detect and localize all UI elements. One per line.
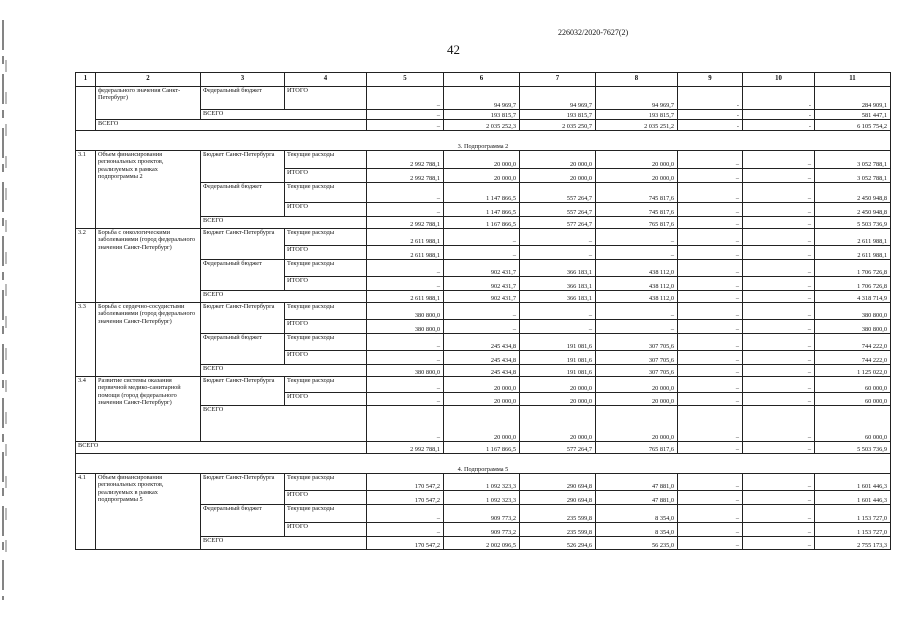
value-cell: 94 969,7 <box>596 87 678 110</box>
value-cell: 245 434,8 <box>444 334 520 351</box>
value-cell: – <box>743 291 815 303</box>
value-cell: 380 800,0 <box>367 303 444 320</box>
value-cell: 20 000,0 <box>596 169 678 183</box>
value-cell: – <box>678 277 743 291</box>
value-cell: – <box>367 377 444 393</box>
value-cell: 1 706 726,8 <box>815 277 891 291</box>
table-row <box>76 120 891 131</box>
value-cell: – <box>743 334 815 351</box>
value-cell: – <box>678 442 743 454</box>
value-cell: 577 264,7 <box>520 442 596 454</box>
row-label: ИТОГО <box>285 87 367 110</box>
value-cell: 765 817,6 <box>596 442 678 454</box>
value-cell: – <box>743 406 815 442</box>
value-cell: 902 431,7 <box>444 260 520 277</box>
column-header: 5 <box>367 73 444 87</box>
value-cell: 2 992 788,1 <box>367 169 444 183</box>
value-cell: 1 167 866,5 <box>444 442 520 454</box>
value-cell: 1 092 323,3 <box>444 474 520 491</box>
row-label: ВСЕГО <box>201 406 367 442</box>
value-cell: 307 705,6 <box>596 351 678 365</box>
item-number: 3.1 <box>76 151 96 229</box>
row-label: ИТОГО <box>285 523 367 537</box>
value-cell: – <box>367 87 444 110</box>
value-cell: 20 000,0 <box>444 406 520 442</box>
value-cell: 1 153 727,0 <box>815 523 891 537</box>
item-name: Развитие системы оказания первичной медико-санитарной помощи (город федерального значения Санкт-Петербург) <box>96 377 201 442</box>
budget-source: Бюджет Санкт-Петербурга <box>201 303 285 334</box>
value-cell: 2 450 948,8 <box>815 203 891 217</box>
budget-source: Бюджет Санкт-Петербурга <box>201 377 285 406</box>
budget-source: Федеральный бюджет <box>201 260 285 291</box>
value-cell: 20 000,0 <box>596 406 678 442</box>
value-cell: 2 992 788,1 <box>367 151 444 169</box>
row-label: ИТОГО <box>285 320 367 334</box>
value-cell: - <box>743 120 815 131</box>
value-cell: 191 081,6 <box>520 365 596 377</box>
value-cell: 60 000,0 <box>815 393 891 406</box>
budget-source: Бюджет Санкт-Петербурга <box>201 229 285 260</box>
value-cell: 47 881,0 <box>596 491 678 505</box>
value-cell: 20 000,0 <box>596 393 678 406</box>
value-cell: – <box>367 406 444 442</box>
binding-marks <box>0 0 12 640</box>
value-cell: – <box>367 334 444 351</box>
table-row <box>76 442 891 454</box>
item-number: 3.2 <box>76 229 96 303</box>
column-header: 11 <box>815 73 891 87</box>
value-cell: – <box>678 260 743 277</box>
value-cell: 193 815,7 <box>596 110 678 120</box>
value-cell: 170 547,2 <box>367 537 444 550</box>
value-cell: 2 035 251,2 <box>596 120 678 131</box>
value-cell: 20 000,0 <box>596 151 678 169</box>
table-row <box>76 454 891 474</box>
value-cell: – <box>743 505 815 523</box>
value-cell: – <box>743 537 815 550</box>
value-cell: 1 153 727,0 <box>815 505 891 523</box>
value-cell: 1 147 866,5 <box>444 183 520 203</box>
value-cell: 909 773,2 <box>444 505 520 523</box>
value-cell: 557 264,7 <box>520 203 596 217</box>
value-cell: 366 183,1 <box>520 260 596 277</box>
value-cell: 2 035 250,7 <box>520 120 596 131</box>
value-cell: 3 052 788,1 <box>815 151 891 169</box>
value-cell: – <box>367 351 444 365</box>
row-label: ВСЕГО <box>201 537 367 550</box>
value-cell: – <box>678 183 743 203</box>
value-cell: 284 909,1 <box>815 87 891 110</box>
value-cell: - <box>678 87 743 110</box>
value-cell: 20 000,0 <box>520 406 596 442</box>
value-cell: – <box>520 320 596 334</box>
column-header: 10 <box>743 73 815 87</box>
row-label: ИТОГО <box>285 169 367 183</box>
value-cell: 902 431,7 <box>444 277 520 291</box>
value-cell: – <box>678 491 743 505</box>
value-cell: 290 694,8 <box>520 474 596 491</box>
value-cell: 290 694,8 <box>520 491 596 505</box>
value-cell: – <box>743 229 815 246</box>
value-cell: – <box>520 246 596 260</box>
value-cell: – <box>444 229 520 246</box>
value-cell: – <box>367 523 444 537</box>
item-number: 3.3 <box>76 303 96 377</box>
value-cell: – <box>678 151 743 169</box>
budget-source: Бюджет Санкт-Петербурга <box>201 151 285 183</box>
value-cell: 2 450 948,8 <box>815 183 891 203</box>
value-cell: 191 081,6 <box>520 334 596 351</box>
value-cell: 170 547,2 <box>367 491 444 505</box>
value-cell: 2 992 788,1 <box>367 442 444 454</box>
table-row <box>76 131 891 151</box>
column-header: 7 <box>520 73 596 87</box>
value-cell: 235 599,8 <box>520 523 596 537</box>
row-label: ВСЕГО <box>76 442 367 454</box>
value-cell: 56 235,0 <box>596 537 678 550</box>
row-label: ВСЕГО <box>201 110 367 120</box>
value-cell: – <box>743 203 815 217</box>
value-cell: – <box>367 120 444 131</box>
column-header: 2 <box>96 73 201 87</box>
value-cell: 47 881,0 <box>596 474 678 491</box>
value-cell: – <box>678 169 743 183</box>
value-cell: 1 092 323,3 <box>444 491 520 505</box>
value-cell: – <box>743 246 815 260</box>
value-cell: - <box>743 110 815 120</box>
value-cell: 581 447,1 <box>815 110 891 120</box>
value-cell: 1 167 866,5 <box>444 217 520 229</box>
value-cell: 438 112,0 <box>596 277 678 291</box>
value-cell: – <box>678 377 743 393</box>
value-cell: – <box>678 303 743 320</box>
value-cell: - <box>743 87 815 110</box>
value-cell: - <box>678 120 743 131</box>
item-name: Объем финансирования региональных проектов, реализуемых в рамках подпрограммы 5 <box>96 474 201 550</box>
value-cell: 577 264,7 <box>520 217 596 229</box>
value-cell: 1 125 022,0 <box>815 365 891 377</box>
row-label: ВСЕГО <box>201 291 367 303</box>
budget-source: Федеральный бюджет <box>201 505 285 537</box>
value-cell: – <box>520 303 596 320</box>
value-cell: - <box>678 110 743 120</box>
value-cell: 307 705,6 <box>596 365 678 377</box>
value-cell: – <box>444 246 520 260</box>
value-cell: – <box>678 505 743 523</box>
value-cell: – <box>367 203 444 217</box>
document-number: 226032/2020-7627(2) <box>558 28 629 37</box>
value-cell: 526 294,6 <box>520 537 596 550</box>
value-cell: 8 354,0 <box>596 505 678 523</box>
value-cell: – <box>367 277 444 291</box>
value-cell: – <box>743 303 815 320</box>
value-cell: 245 434,8 <box>444 365 520 377</box>
value-cell: – <box>367 110 444 120</box>
item-number: 3.4 <box>76 377 96 442</box>
value-cell: 307 705,6 <box>596 334 678 351</box>
value-cell: 193 815,7 <box>444 110 520 120</box>
value-cell: – <box>743 474 815 491</box>
value-cell: 245 434,8 <box>444 351 520 365</box>
value-cell: – <box>678 474 743 491</box>
value-cell: 193 815,7 <box>520 110 596 120</box>
value-cell: 4 318 714,9 <box>815 291 891 303</box>
row-label: Текущие расходы <box>285 303 367 320</box>
row-label: ИТОГО <box>285 246 367 260</box>
value-cell: 2 035 252,3 <box>444 120 520 131</box>
table-row <box>76 87 891 110</box>
page-number: 42 <box>447 42 460 57</box>
value-cell: 744 222,0 <box>815 334 891 351</box>
value-cell: 20 000,0 <box>520 377 596 393</box>
value-cell: 366 183,1 <box>520 277 596 291</box>
value-cell: – <box>596 320 678 334</box>
value-cell: – <box>678 523 743 537</box>
value-cell: – <box>743 217 815 229</box>
column-header: 4 <box>285 73 367 87</box>
row-label: Текущие расходы <box>285 151 367 169</box>
value-cell: – <box>520 229 596 246</box>
budget-table <box>75 72 891 550</box>
value-cell: – <box>743 351 815 365</box>
value-cell: – <box>678 217 743 229</box>
budget-source: Федеральный бюджет <box>201 334 285 365</box>
value-cell: 1 601 446,3 <box>815 491 891 505</box>
value-cell: 5 503 736,9 <box>815 442 891 454</box>
value-cell: – <box>743 442 815 454</box>
value-cell: 438 112,0 <box>596 291 678 303</box>
value-cell: 20 000,0 <box>444 377 520 393</box>
value-cell: 3 052 788,1 <box>815 169 891 183</box>
value-cell: – <box>743 491 815 505</box>
value-cell: 2 755 173,3 <box>815 537 891 550</box>
value-cell: 2 611 988,1 <box>367 229 444 246</box>
column-header: 8 <box>596 73 678 87</box>
value-cell: 5 503 736,9 <box>815 217 891 229</box>
row-label: Текущие расходы <box>285 260 367 277</box>
value-cell: 765 817,6 <box>596 217 678 229</box>
value-cell: – <box>678 351 743 365</box>
value-cell: – <box>678 334 743 351</box>
value-cell: 380 800,0 <box>815 320 891 334</box>
value-cell: 170 547,2 <box>367 474 444 491</box>
row-label: ИТОГО <box>285 203 367 217</box>
value-cell: 20 000,0 <box>444 169 520 183</box>
section-title: 3. Подпрограмма 2 <box>76 131 891 151</box>
table-row <box>76 229 891 246</box>
value-cell: 2 611 988,1 <box>815 246 891 260</box>
value-cell: – <box>743 183 815 203</box>
value-cell: 902 431,7 <box>444 291 520 303</box>
row-label: Текущие расходы <box>285 334 367 351</box>
budget-source: Федеральный бюджет <box>201 183 285 217</box>
value-cell: 60 000,0 <box>815 406 891 442</box>
budget-source: Бюджет Санкт-Петербурга <box>201 474 285 505</box>
table-row <box>76 151 891 169</box>
table-row <box>76 377 891 393</box>
table-row <box>76 474 891 491</box>
value-cell: – <box>743 169 815 183</box>
row-label: ВСЕГО <box>201 217 367 229</box>
value-cell: – <box>743 260 815 277</box>
value-cell: – <box>743 320 815 334</box>
value-cell: 6 105 754,2 <box>815 120 891 131</box>
value-cell: – <box>596 229 678 246</box>
table-cell <box>76 87 96 131</box>
value-cell: 366 183,1 <box>520 291 596 303</box>
value-cell: – <box>367 393 444 406</box>
value-cell: 20 000,0 <box>444 151 520 169</box>
row-label: Текущие расходы <box>285 505 367 523</box>
row-label: ИТОГО <box>285 351 367 365</box>
value-cell: – <box>678 246 743 260</box>
value-cell: 380 800,0 <box>367 320 444 334</box>
value-cell: – <box>367 505 444 523</box>
value-cell: 745 817,6 <box>596 203 678 217</box>
value-cell: 1 147 866,5 <box>444 203 520 217</box>
value-cell: 20 000,0 <box>596 377 678 393</box>
value-cell: 745 817,6 <box>596 183 678 203</box>
row-label: ИТОГО <box>285 277 367 291</box>
value-cell: – <box>678 393 743 406</box>
value-cell: 744 222,0 <box>815 351 891 365</box>
value-cell: 438 112,0 <box>596 260 678 277</box>
value-cell: 20 000,0 <box>444 393 520 406</box>
value-cell: 1 706 726,8 <box>815 260 891 277</box>
row-label: ИТОГО <box>285 491 367 505</box>
value-cell: – <box>596 246 678 260</box>
value-cell: – <box>743 365 815 377</box>
budget-source: Федеральный бюджет <box>201 87 285 110</box>
item-name: Объем финансирования региональных проектов, реализуемых в рамках подпрограммы 2 <box>96 151 201 229</box>
value-cell: 380 800,0 <box>815 303 891 320</box>
value-cell: 2 611 988,1 <box>367 246 444 260</box>
value-cell: – <box>743 393 815 406</box>
value-cell: 2 992 788,1 <box>367 217 444 229</box>
value-cell: 2 002 096,5 <box>444 537 520 550</box>
value-cell: – <box>678 229 743 246</box>
row-label: ВСЕГО <box>201 365 367 377</box>
value-cell: – <box>678 406 743 442</box>
value-cell: 557 264,7 <box>520 183 596 203</box>
value-cell: – <box>743 523 815 537</box>
value-cell: – <box>444 320 520 334</box>
value-cell: – <box>743 277 815 291</box>
table-row <box>76 303 891 320</box>
row-label: ВСЕГО <box>96 120 367 131</box>
value-cell: 380 800,0 <box>367 365 444 377</box>
value-cell: – <box>596 303 678 320</box>
value-cell: 191 081,6 <box>520 351 596 365</box>
value-cell: – <box>743 377 815 393</box>
value-cell: 2 611 988,1 <box>815 229 891 246</box>
value-cell: – <box>678 537 743 550</box>
value-cell: 235 599,8 <box>520 505 596 523</box>
value-cell: – <box>678 320 743 334</box>
row-label: Текущие расходы <box>285 183 367 203</box>
value-cell: 60 000,0 <box>815 377 891 393</box>
value-cell: – <box>367 183 444 203</box>
section-title: 4. Подпрограмма 5 <box>76 454 891 474</box>
item-number: 4.1 <box>76 474 96 550</box>
header-row <box>76 73 891 87</box>
value-cell: – <box>678 365 743 377</box>
value-cell: 909 773,2 <box>444 523 520 537</box>
row-label: ИТОГО <box>285 393 367 406</box>
value-cell: – <box>743 151 815 169</box>
row-label: Текущие расходы <box>285 474 367 491</box>
value-cell: 20 000,0 <box>520 151 596 169</box>
column-header: 3 <box>201 73 285 87</box>
column-header: 9 <box>678 73 743 87</box>
item-name: Борьба с онкологическими заболеваниями (город федерального значения Санкт-Петербург) <box>96 229 201 303</box>
value-cell: 8 354,0 <box>596 523 678 537</box>
value-cell: – <box>678 203 743 217</box>
row-label: Текущие расходы <box>285 229 367 246</box>
item-name: Борьба с сердечно-сосудистыми заболеваниями (город федерального значения Санкт-Петербург) <box>96 303 201 377</box>
value-cell: – <box>678 291 743 303</box>
item-name: федерального значения Санкт-Петербург) <box>96 87 201 120</box>
value-cell: 20 000,0 <box>520 169 596 183</box>
value-cell: – <box>367 260 444 277</box>
value-cell: 1 601 446,3 <box>815 474 891 491</box>
value-cell: 94 969,7 <box>520 87 596 110</box>
value-cell: – <box>444 303 520 320</box>
value-cell: 20 000,0 <box>520 393 596 406</box>
value-cell: 2 611 988,1 <box>367 291 444 303</box>
column-header: 1 <box>76 73 96 87</box>
value-cell: 94 969,7 <box>444 87 520 110</box>
column-header: 6 <box>444 73 520 87</box>
row-label: Текущие расходы <box>285 377 367 393</box>
